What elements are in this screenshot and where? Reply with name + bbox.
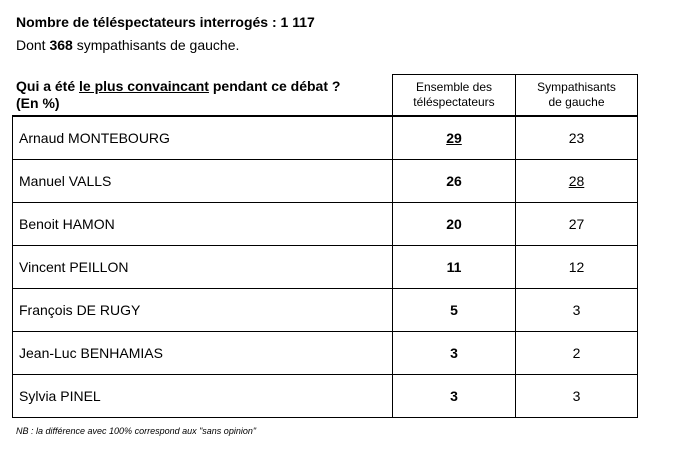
value-left: 3 (516, 375, 638, 418)
column-header-all-line2: téléspectateurs (413, 95, 495, 109)
question-part1: Qui a été (16, 78, 80, 94)
value-all: 3 (393, 375, 516, 418)
table-row (13, 332, 638, 375)
left-sympathisers-number: 368 (49, 37, 73, 53)
candidate-name: Vincent PEILLON (13, 246, 393, 289)
value-all-max: 29 (446, 130, 462, 146)
column-header-all-line1: Ensemble des (415, 80, 493, 94)
question-emphasis: le plus convaincant (79, 78, 209, 94)
question-text (16, 78, 340, 112)
value-all (393, 116, 516, 160)
column-header-all (393, 75, 516, 117)
value-left: 12 (516, 246, 638, 289)
value-all: 5 (393, 289, 516, 332)
table-row (13, 203, 638, 246)
question-unit: (En %) (16, 95, 60, 111)
table-row (13, 246, 638, 289)
column-header-left-line1: Sympathisants (537, 80, 616, 94)
results-table (12, 74, 638, 418)
value-left: 27 (516, 203, 638, 246)
candidate-name: Jean-Luc BENHAMIAS (13, 332, 393, 375)
column-header-left-line2: de gauche (548, 95, 605, 109)
value-left (516, 160, 638, 203)
value-all: 20 (393, 203, 516, 246)
value-left: 23 (516, 116, 638, 160)
question-part3: pendant ce débat ? (208, 78, 341, 94)
footnote: NB : la différence avec 100% correspond aux "sans opinion" (16, 426, 257, 436)
value-left-max: 28 (568, 173, 585, 189)
candidate-name: Arnaud MONTEBOURG (13, 116, 393, 160)
respondents-total: Nombre de téléspectateurs interrogés : 1 117 (16, 14, 315, 30)
candidate-name: Benoit HAMON (13, 203, 393, 246)
value-left: 3 (516, 289, 638, 332)
column-header-left (516, 75, 638, 117)
candidate-name: Sylvia PINEL (13, 375, 393, 418)
line2-prefix: Dont (16, 37, 50, 53)
value-all: 26 (393, 160, 516, 203)
table-row (13, 289, 638, 332)
table-row (13, 160, 638, 203)
left-sympathisers-count (16, 37, 239, 53)
table-row (13, 116, 638, 160)
value-all: 11 (393, 246, 516, 289)
candidate-name: François DE RUGY (13, 289, 393, 332)
value-left: 2 (516, 332, 638, 375)
line2-suffix: sympathisants de gauche. (72, 37, 240, 53)
table-row (13, 375, 638, 418)
candidate-name: Manuel VALLS (13, 160, 393, 203)
value-all: 3 (393, 332, 516, 375)
